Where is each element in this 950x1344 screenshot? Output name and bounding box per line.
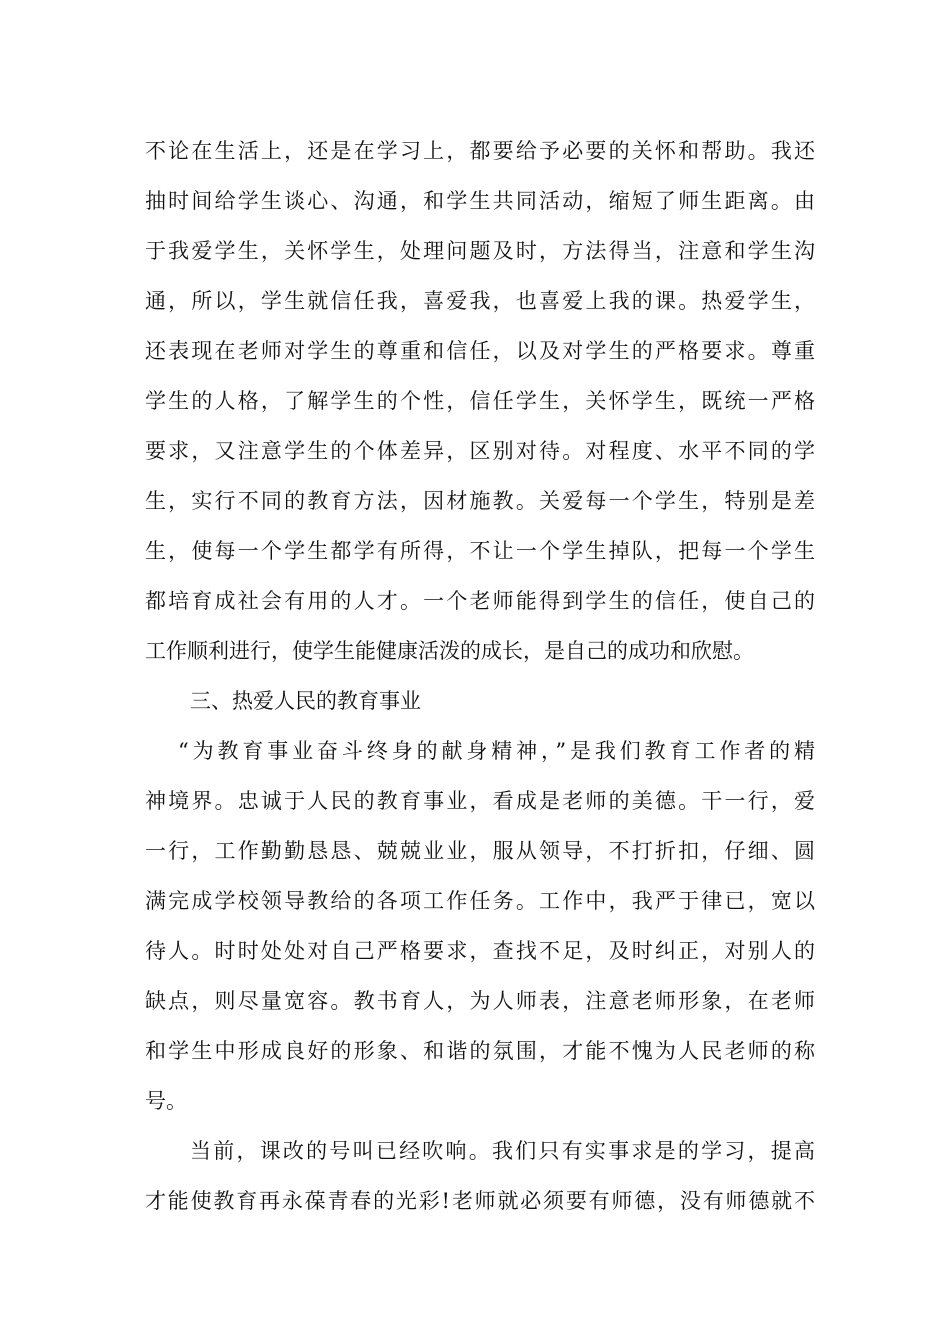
paragraph-line: 神境界。忠诚于人民的教育事业，看成是老师的美德。干一行，爱 [145,789,815,813]
paragraph-line: 学生的人格，了解学生的个性，信任学生，关怀学生，既统一严格 [145,389,815,413]
paragraph-line: 要求，又注意学生的个体差异，区别对待。对程度、水平不同的学 [145,439,815,463]
paragraph-line: 都培育成社会有用的人才。一个老师能得到学生的信任，使自己的 [145,589,815,613]
paragraph-line: “为教育事业奋斗终身的献身精神，”是我们教育工作者的精 [178,739,815,763]
section-heading: 三、热爱人民的教育事业 [190,689,421,713]
paragraph-line: 生，使每一个学生都学有所得，不让一个学生掉队，把每一个学生 [145,539,815,563]
paragraph-line: 才能使教育再永葆青春的光彩!老师就必须要有师德，没有师德就不 [145,1189,815,1213]
paragraph-line: 于我爱学生，关怀学生，处理问题及时，方法得当，注意和学生沟 [145,239,815,263]
paragraph-line: 待人。时时处处对自己严格要求，查找不足，及时纠正，对别人的 [145,939,815,963]
paragraph-line: 抽时间给学生谈心、沟通，和学生共同活动，缩短了师生距离。由 [145,189,815,213]
paragraph-line: 缺点，则尽量宽容。教书育人，为人师表，注意老师形象，在老师 [145,989,815,1013]
paragraph-line: 当前，课改的号叫已经吹响。我们只有实事求是的学习，提高 [190,1139,815,1163]
paragraph-line: 和学生中形成良好的形象、和谐的氛围，才能不愧为人民老师的称 [145,1039,815,1063]
paragraph-line: 通，所以，学生就信任我，喜爱我，也喜爱上我的课。热爱学生， [145,289,815,313]
paragraph-line: 生，实行不同的教育方法，因材施教。关爱每一个学生，特别是差 [145,489,815,513]
paragraph-line: 还表现在老师对学生的尊重和信任，以及对学生的严格要求。尊重 [145,339,815,363]
paragraph-line: 一行，工作勤勤恳恳、兢兢业业，服从领导，不打折扣，仔细、圆 [145,839,815,863]
paragraph-line: 满完成学校领导教给的各项工作任务。工作中，我严于律已，宽以 [145,889,815,913]
paragraph-line: 号。 [145,1089,187,1113]
paragraph-line: 工作顺利进行，使学生能健康活泼的成长，是自己的成功和欣慰。 [145,639,754,663]
paragraph-line: 不论在生活上，还是在学习上，都要给予必要的关怀和帮助。我还 [145,139,815,163]
